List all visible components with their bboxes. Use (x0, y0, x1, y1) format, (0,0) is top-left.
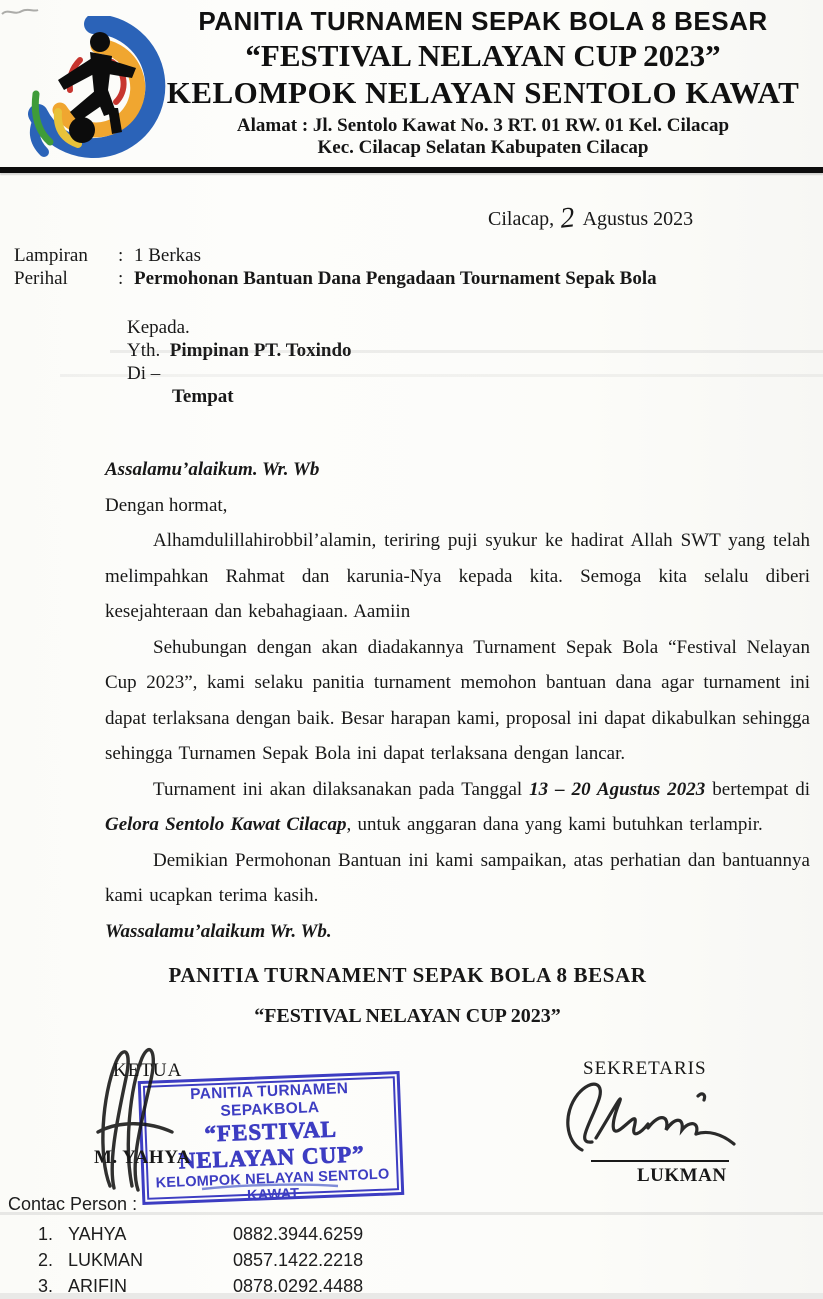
stamp-line1: PANITIA TURNAMEN SEPAKBOLA (189, 1080, 349, 1120)
contact-name: LUKMAN (68, 1250, 144, 1270)
contact-name: ARIFIN (68, 1276, 128, 1296)
paragraph-2: Sehubungan dengan akan diadakannya Turnament Sepak Bola “Festival Nelayan Cup 2023”, kami selaku panitia turnament memohon bantuan dana agar turnament ini dapat terlaksana dengan baik. Besar harapan kami, proposal ini dapat dikabulkan sehingga sehingga Turnamen Sepak Bola ini dapat terlaksana dengan lancar. (105, 636, 810, 764)
recipient-di: Di – (127, 363, 161, 384)
closing-salutation: Wassalamu’alaikum Wr. Wb. (105, 920, 332, 942)
lampiran-label: Lampiran (14, 245, 88, 266)
recipient-tempat: Tempat (172, 386, 234, 407)
paragraph-4: Demikian Permohonan Bantuan ini kami sampaikan, atas perhatian dan bantuannya kami ucapkan terima kasih. (105, 849, 810, 906)
contact-row: 1. YAHYA 0882.3944.6259 (8, 1221, 363, 1247)
contact-row: 3. ARIFIN 0878.0292.4488 (8, 1273, 363, 1299)
letter-body (105, 452, 810, 949)
signature-heading-line2: “FESTIVAL NELAYAN CUP 2023” (254, 1005, 561, 1027)
recipient-block (127, 316, 352, 408)
ketua-signature (80, 1036, 200, 1196)
recipient-name: Pimpinan PT. Toxindo (169, 340, 352, 361)
ketua-label: KETUA (113, 1060, 183, 1081)
ketua-name: M. YAHYA (94, 1147, 191, 1168)
sekretaris-signature-line (591, 1160, 729, 1162)
tournament-dates: 13 – 20 Agustus 2023 (529, 778, 706, 800)
contact-phone: 0857.1422.2218 (233, 1250, 364, 1270)
contact-person-block (8, 1194, 363, 1299)
contact-name: YAHYA (68, 1224, 127, 1244)
letterhead (0, 0, 823, 167)
sekretaris-signature (548, 1072, 748, 1167)
salutation: Assalamu’alaikum. Wr. Wb (105, 459, 320, 480)
perihal-value: Permohonan Bantuan Dana Pengadaan Tournament Sepak Bola (134, 268, 657, 289)
perihal-row: Perihal : Permohonan Bantuan Dana Pengadaan Tournament Sepak Bola (14, 268, 657, 289)
contact-heading: Contac Person : (8, 1194, 138, 1214)
date-month-year: Agustus 2023 (582, 208, 694, 230)
tournament-venue: Gelora Sentolo Kawat Cilacap (105, 814, 347, 835)
recipient-yth-line: Yth. Pimpinan PT. Toxindo (127, 340, 352, 361)
recipient-kepada: Kepada. (127, 317, 190, 338)
lampiran-value: 1 Berkas (134, 245, 202, 266)
letterhead-organization: KELOMPOK NELAYAN SENTOLO KAWAT (166, 75, 800, 110)
date-place: Cilacap, (488, 208, 555, 230)
paragraph-3: Turnament ini akan dilaksanakan pada Tanggal 13 – 20 Agustus 2023 bertempat di Gelora Sentolo Kawat Cilacap, untuk anggaran dana yang kami butuhkan terlampir. (105, 778, 811, 835)
letterhead-address-line1: Alamat : Jl. Sentolo Kawat No. 3 RT. 01 RW. 01 Kel. Cilacap (236, 115, 730, 136)
contact-phone: 0882.3944.6259 (233, 1224, 364, 1244)
stamp-line2: “FESTIVAL NELAYAN CUP” (178, 1116, 366, 1174)
lampiran-row: Lampiran : 1 Berkas (14, 245, 202, 266)
signature-heading (0, 963, 815, 1028)
date-line (488, 200, 693, 233)
contact-row: 2. LUKMAN 0857.1422.2218 (8, 1247, 363, 1273)
committee-logo-icon (20, 16, 168, 164)
letter-meta (14, 244, 657, 290)
letterhead-address-line2: Kec. Cilacap Selatan Kabupaten Cilacap (317, 137, 649, 158)
stamp-line3: KELOMPOK NELAYAN SENTOLO KAWAT (155, 1166, 390, 1204)
letterhead-subtitle: “FESTIVAL NELAYAN CUP 2023” (245, 38, 721, 73)
handwritten-day: 2 (558, 201, 577, 235)
opening: Dengan hormat, (105, 494, 228, 516)
sekretaris-label: SEKRETARIS (583, 1058, 707, 1079)
paragraph-1: Alhamdulillahirobbil’alamin, teriring puji syukur ke hadirat Allah SWT yang telah melimpahkan Rahmat dan karunia-Nya kepada kita. Semoga kita selalu diberi kesejahteraan dan kebahagiaan. Aamiin (105, 530, 810, 622)
contact-phone: 0878.0292.4488 (233, 1276, 364, 1296)
signature-heading-line1: PANITIA TURNAMENT SEPAK BOLA 8 BESAR (168, 963, 647, 987)
letterhead-divider (0, 167, 823, 173)
letterhead-title: PANITIA TURNAMEN SEPAK BOLA 8 BESAR (198, 6, 768, 36)
sekretaris-name: LUKMAN (637, 1165, 727, 1186)
perihal-label: Perihal (14, 268, 68, 289)
